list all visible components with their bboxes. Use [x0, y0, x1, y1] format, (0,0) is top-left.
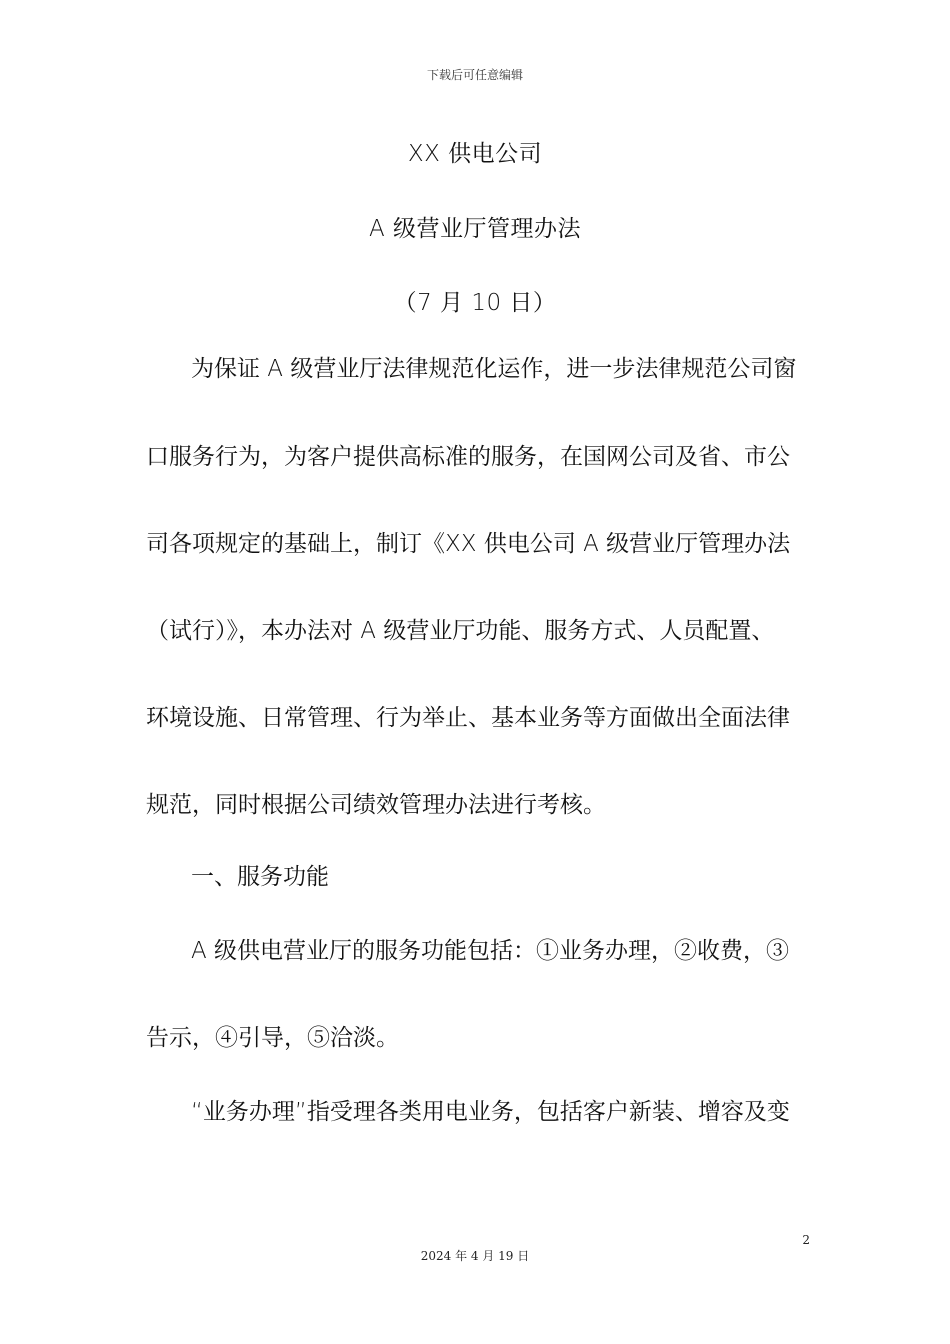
paragraph-line: 为保证 A 级营业厅法律规范化运作，进一步法律规范公司窗 — [191, 356, 797, 382]
document-title-company: XX 供电公司 — [407, 141, 543, 167]
paragraph-line: “业务办理”指受理各类用电业务，包括客户新装、增容及变 — [191, 1099, 790, 1125]
paragraph-line: 规范，同时根据公司绩效管理办法进行考核。 — [146, 792, 606, 818]
header-note: 下载后可任意编辑 — [426, 68, 523, 82]
page-number: 2 — [802, 1233, 810, 1247]
document-date: （7 月 10 日） — [393, 290, 557, 316]
paragraph-line: 口服务行为，为客户提供高标准的服务，在国网公司及省、市公 — [146, 444, 790, 470]
section-heading: 一、服务功能 — [191, 864, 329, 890]
paragraph-line: （试行）》，本办法对 A 级营业厅功能、服务方式、人员配置、 — [146, 618, 775, 644]
document-title: A 级营业厅管理办法 — [368, 216, 582, 242]
paragraph-line: 司各项规定的基础上，制订《XX 供电公司 A 级营业厅管理办法 — [146, 531, 791, 557]
paragraph-line: A 级供电营业厅的服务功能包括：①业务办理，②收费，③ — [191, 938, 790, 964]
footer-date: 2024 年 4 月 19 日 — [420, 1249, 530, 1263]
paragraph-line: 环境设施、日常管理、行为举止、基本业务等方面做出全面法律 — [146, 705, 790, 731]
paragraph-line: 告示，④引导，⑤洽淡。 — [146, 1025, 399, 1051]
